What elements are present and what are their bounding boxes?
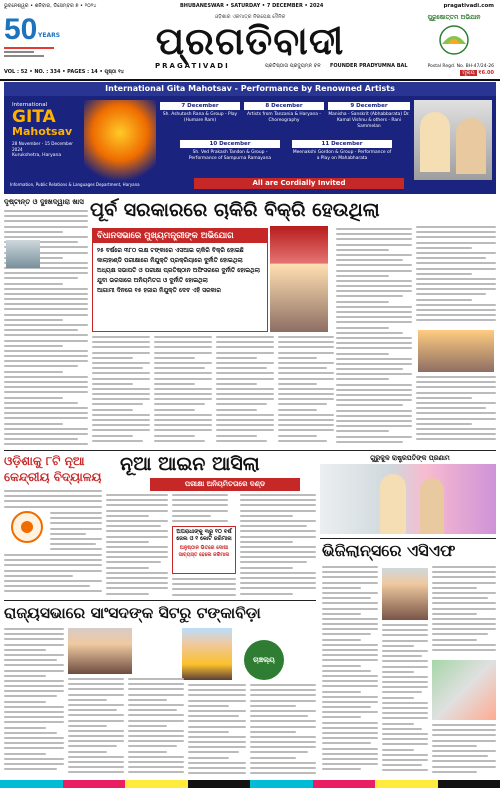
ad-brand [12, 102, 82, 180]
story2-callout [172, 526, 236, 574]
ad-event-desc: Artists from Tanzania & Haryana - Choreography [247, 112, 321, 123]
story1-bullet: ଅଧ୍ୟକ୍ଷ ସଭାପତି ଓ ପରୀକ୍ଷା ପ୍ରତିଷ୍ଠାନ ଅଫିସରରେ ଦୁର୍ନୀତି ହୋଇଥିଲା [97, 267, 260, 274]
section-rule-1 [4, 450, 496, 451]
postal-reg: Postal Regd. No. BH-47/24-26 [427, 64, 494, 69]
story3-col1 [322, 566, 378, 776]
price [460, 70, 494, 77]
right-column-story-2 [416, 376, 496, 446]
story2-col1 [4, 490, 102, 510]
kendriya-vidyalaya-logo [8, 510, 46, 544]
story4-col3 [128, 678, 184, 776]
ad-event-desc: Sh. Ashutosh Rana & Group - Play (Humare Ram) [162, 112, 238, 123]
ad-brand-dates: 28 November - 15 December 2024 [12, 141, 73, 152]
gita-mahotsav-ad[interactable] [4, 82, 496, 194]
campaign-logo-text: ପୁରୁଷୋତ୍ତମ ଅଭିଯାନ [427, 14, 481, 21]
ad-event [160, 102, 240, 136]
ad-invite: All are Cordially Invited [194, 178, 404, 189]
price-value: ₹6.00 [478, 70, 494, 76]
anniversary-logo [4, 13, 61, 64]
ad-brand-big: GITA [12, 107, 56, 127]
story1-cm-photo [270, 226, 328, 332]
anniversary-years: YEARS [38, 32, 61, 39]
story1-bullet: କାଲାହାଣ୍ଡି ପରୀକ୍ଷାରେ ନିଯୁକ୍ତି ପ୍ରକ୍ରିୟାରେ ଦୁର୍ନୀତି ହୋଇଥିଲା [97, 257, 243, 264]
story1-bullets [93, 243, 267, 299]
paper-name-english: PRAGATIVADI [155, 62, 230, 70]
story4-col2 [68, 678, 124, 776]
story2-photo-caption: ଗୁରୁକୁଳ ରାଷ୍ଟ୍ରପତିଙ୍କ ପ୍ରଣାମ [370, 454, 450, 462]
story1-body-col4 [278, 336, 334, 446]
ad-events [160, 102, 410, 176]
ad-event-date: 7 December [160, 102, 240, 110]
lotus-icon [412, 22, 496, 58]
story1-body-col2 [154, 336, 212, 446]
story3-cash-photo [432, 660, 496, 720]
story2-headline-mid[interactable]: ନୂଆ ଆଇନ ଆସିଲା [120, 453, 260, 475]
ad-event [180, 140, 280, 174]
story2-callout-1: ଅପରାଧୀଙ୍କୁ ୩ରୁ ୧୦ ବର୍ଷ ଜେଲ ଓ ୧ କୋଟି ଜରିମାନା [176, 529, 232, 542]
story4-stamp-text: ଚାଞ୍ଚଲ୍ୟ [253, 656, 275, 664]
section-rule-3 [4, 600, 316, 601]
tagline: ଓଡ଼ିଶାର ଏକମାତ୍ର ନିରପେକ୍ଷ ଦୈନିକ [214, 14, 286, 20]
story3-col3b [432, 724, 496, 776]
story2-president-photo [320, 464, 496, 534]
ad-brand-big2: Mahotsav [12, 125, 73, 138]
story1-box-title: ବିଧାନସଭାରେ ମୁଖ୍ୟମନ୍ତ୍ରୀଙ୍କ ଅଭିଯୋଗ [93, 229, 267, 243]
story2-col1b [50, 512, 102, 552]
story1-body-col5 [336, 228, 412, 446]
ad-brand-small: International [12, 102, 48, 108]
story2-col1c [4, 554, 102, 594]
ad-event-desc: Sh. Ved Prakash Tandon & Group - Performance of Sampurna Ramayana [188, 150, 272, 161]
vol-line: VOL : 52 • NO. : 334 • PAGES : 14 • ପୃଷ୍ଠା ୧୪ [4, 69, 124, 75]
website[interactable]: pragativadi.com [443, 3, 494, 9]
story4-headline[interactable]: ରାଜ୍ୟସଭାରେ ସାଂସଦଙ୍କ ସିଟରୁ ଟଙ୍କାବିଡ଼ା [4, 604, 261, 622]
ad-event-desc: Manisha - Sanskrit (Abhabbarata) Dr. Kamal Vishnu & others - Rani Sammelan [328, 112, 410, 129]
story4-col1 [4, 628, 64, 776]
story2-headline-left2[interactable]: କେନ୍ଦ୍ରୀୟ ବିଦ୍ୟାଳୟ [4, 470, 102, 484]
story2-col4 [240, 494, 316, 598]
story2-col3 [172, 494, 228, 524]
ad-event-date: 8 December [244, 102, 324, 110]
ad-event [328, 102, 410, 136]
color-registration-strip [0, 780, 500, 788]
story1-left-column-2 [4, 298, 88, 448]
founder-odia: ପ୍ରତିଷ୍ଠାତା ପ୍ରଦ୍ୟୁମ୍ନ ବଳ [265, 63, 321, 69]
story4-mp-photo [182, 628, 232, 680]
story3-accused-photo [382, 568, 428, 620]
founder: FOUNDER PRADYUMNA BAL [330, 63, 408, 69]
story4-col4 [188, 684, 246, 776]
section-rule-2 [320, 538, 496, 539]
story3-col2 [382, 624, 428, 776]
ad-brand-place: Kurukshetra, Haryana [12, 153, 62, 158]
right-column-story [416, 226, 496, 326]
story1-left-photo [6, 240, 40, 268]
ad-event [244, 102, 324, 136]
story4-speaker-photo [68, 628, 132, 674]
dateline-odia: ଭୁବନେଶ୍ୱର • ଶନିବାର, ଡିସେମ୍ବର ୭ • ୨୦୨୪ [4, 3, 97, 9]
story1-kicker: ଦୃଷ୍ଟାନ୍ତ ଓ ଦୁଃଖଦ୍ୱାରା ଖାସ [4, 198, 84, 206]
right-column-photo [418, 330, 494, 372]
ad-event-date: 10 December [180, 140, 280, 148]
ad-event [292, 140, 392, 174]
price-label: ମୂଲ୍ୟ [462, 70, 475, 76]
story2-col2 [106, 494, 168, 598]
story1-headline[interactable]: ପୂର୍ବ ସରକାରରେ ଚାକିରି ବିକ୍ରି ହେଉଥିଲା [90, 199, 380, 221]
story1-body-col1 [92, 336, 150, 446]
ad-leaders-photo [414, 100, 492, 180]
story3-col3 [432, 566, 496, 656]
anniversary-number: 50 [4, 13, 38, 46]
story4-stamp [244, 640, 284, 680]
story2-subhead: ପରୀକ୍ଷା ଅନିୟମିତତାରେ ଦଣ୍ଡ [150, 478, 300, 491]
dateline-english: BHUBANESWAR • SATURDAY • 7 DECEMBER • 2024 [180, 3, 324, 9]
story1-box [92, 228, 268, 332]
story4-col5 [250, 684, 316, 776]
story2-headline-left[interactable]: ଓଡ଼ିଶାକୁ ୮ଟି ନୂଆ [4, 454, 85, 468]
story1-bullet: ୨୫ ବର୍ଷରେ ୩୮୦ ଲକ୍ଷ ଟଙ୍କାରେ ଏସଆଇ ଚାକିରି ବିକ୍ରି ହୋଇଛି [97, 247, 244, 254]
masthead-rule [0, 79, 500, 81]
ad-footer: Information, Public Relations & Languages Department, Haryana [10, 182, 140, 187]
story2-col3b [172, 578, 236, 598]
story3-headline[interactable]: ଭିଜିଲାନ୍ସରେ ଏସିଏଫ [322, 541, 456, 560]
ad-deity-illustration [84, 100, 156, 182]
story1-bullet: ଯୁବା ଭରସାରେ ଅନିୟମିତତା ଓ ଦୁର୍ନୀତି ହୋଇଥିଲା [97, 277, 208, 284]
story1-bullet: ଆଗାମୀ ଦିନରେ ୧୫ ହଜାର ନିଯୁକ୍ତି ଦେବ ଏହି ସରକାର [97, 287, 221, 294]
ad-title: International Gita Mahotsav - Performance by Renowned Artists [4, 82, 496, 96]
ad-event-date: 11 December [292, 140, 392, 148]
paper-name: ପ୍ରଗତିବାଦୀ [155, 19, 345, 63]
story1-body-col3 [216, 336, 274, 446]
campaign-logo [412, 14, 496, 62]
ad-event-date: 9 December [328, 102, 410, 110]
story2-callout-2: ଅନୁଷ୍ଠାନ ଭିତରେ ଦୋଷୀ ସାବ୍ୟସ୍ତ ହେଲେ ଜରିମାନା [178, 545, 230, 558]
ad-event-desc: Meenakshi Gordon & Group - Performance of a Play on Mahabharata [292, 150, 392, 161]
